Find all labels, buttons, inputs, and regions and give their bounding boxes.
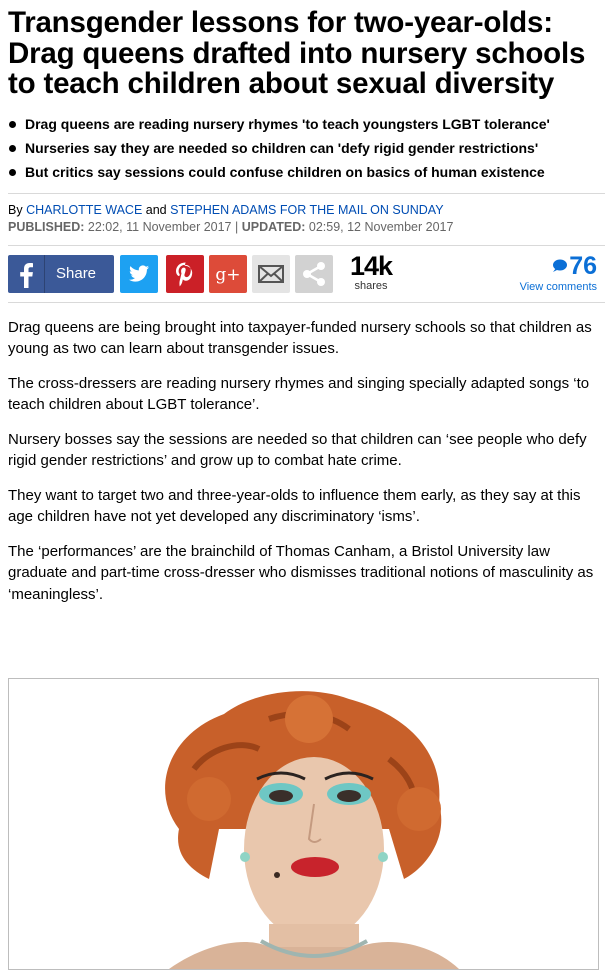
article-photo (8, 678, 599, 970)
view-comments-link[interactable]: View comments (519, 280, 597, 293)
twitter-share-button[interactable] (120, 255, 158, 293)
pinterest-icon (166, 255, 204, 293)
author-link[interactable]: STEPHEN ADAMS FOR THE MAIL ON SUNDAY (170, 202, 444, 217)
date-separator: | (235, 219, 239, 234)
published-date: 22:02, 11 November 2017 (87, 219, 232, 234)
drag-queen-portrait (9, 679, 598, 969)
facebook-share-button[interactable] (8, 255, 114, 293)
facebook-share-label: Share (56, 264, 97, 282)
byline-block (0, 194, 615, 245)
facebook-icon (8, 255, 45, 293)
summary-bullet: Drag queens are reading nursery rhymes 'to teach youngsters LGBT tolerance' (8, 112, 615, 136)
comments-link[interactable] (520, 253, 597, 294)
share-bar (0, 246, 615, 302)
summary-bullets (0, 112, 615, 184)
article-paragraph: They want to target two and three-year-olds to influence them early, as they say at this age children have not yet developed any discriminatory ‘isms’. (8, 486, 581, 525)
email-icon (252, 255, 290, 293)
author-link[interactable]: CHARLOTTE WACE (26, 202, 143, 217)
svg-text:g+: g+ (215, 264, 241, 285)
twitter-icon (120, 255, 158, 293)
share-counter (345, 252, 397, 292)
summary-bullet: But critics say sessions could confuse children on basics of human existence (8, 160, 615, 184)
google-plus-icon (209, 255, 247, 293)
byline-prefix: By (8, 202, 23, 217)
publication-dates (8, 219, 615, 236)
comment-count: 76 (569, 251, 597, 280)
byline (8, 202, 615, 219)
summary-bullet: Nurseries say they are needed so children can 'defy rigid gender restrictions' (8, 136, 615, 160)
share-icon (295, 255, 333, 293)
updated-date: 02:59, 12 November 2017 (308, 219, 454, 234)
more-share-button[interactable] (295, 255, 333, 293)
article-paragraph: The cross-dressers are reading nursery rhymes and singing specially adapted songs ‘to teach children about LGBT tolerance’. (8, 374, 590, 413)
share-count: 14k (349, 250, 393, 281)
pinterest-share-button[interactable] (166, 255, 204, 293)
comment-bubble-icon (551, 258, 567, 274)
email-share-button[interactable] (252, 255, 290, 293)
article-paragraph: Nursery bosses say the sessions are needed so that children can ‘see people who defy rigid gender restrictions’ and grow up to combat hate crime. (8, 430, 587, 469)
article-headline: Transgender lessons for two-year-olds: Drag queens drafted into nursery schools to teach children about sexual diversity (8, 6, 586, 100)
share-count-label: shares (354, 279, 388, 292)
article-paragraph: The ‘performances’ are the brainchild of Thomas Canham, a Bristol University law graduate and part-time cross-dresser who dismisses traditional notions of masculinity as ‘meaningless’. (8, 542, 594, 603)
google-plus-share-button[interactable] (209, 255, 247, 293)
article-paragraph: Drag queens are being brought into taxpayer-funded nursery schools so that children as young as two can learn about transgender issues. (8, 318, 592, 357)
published-label: PUBLISHED: (8, 219, 85, 234)
updated-label: UPDATED: (241, 219, 306, 234)
byline-joiner: and (145, 202, 167, 217)
article-body (0, 303, 615, 606)
comment-count-row (520, 253, 597, 280)
